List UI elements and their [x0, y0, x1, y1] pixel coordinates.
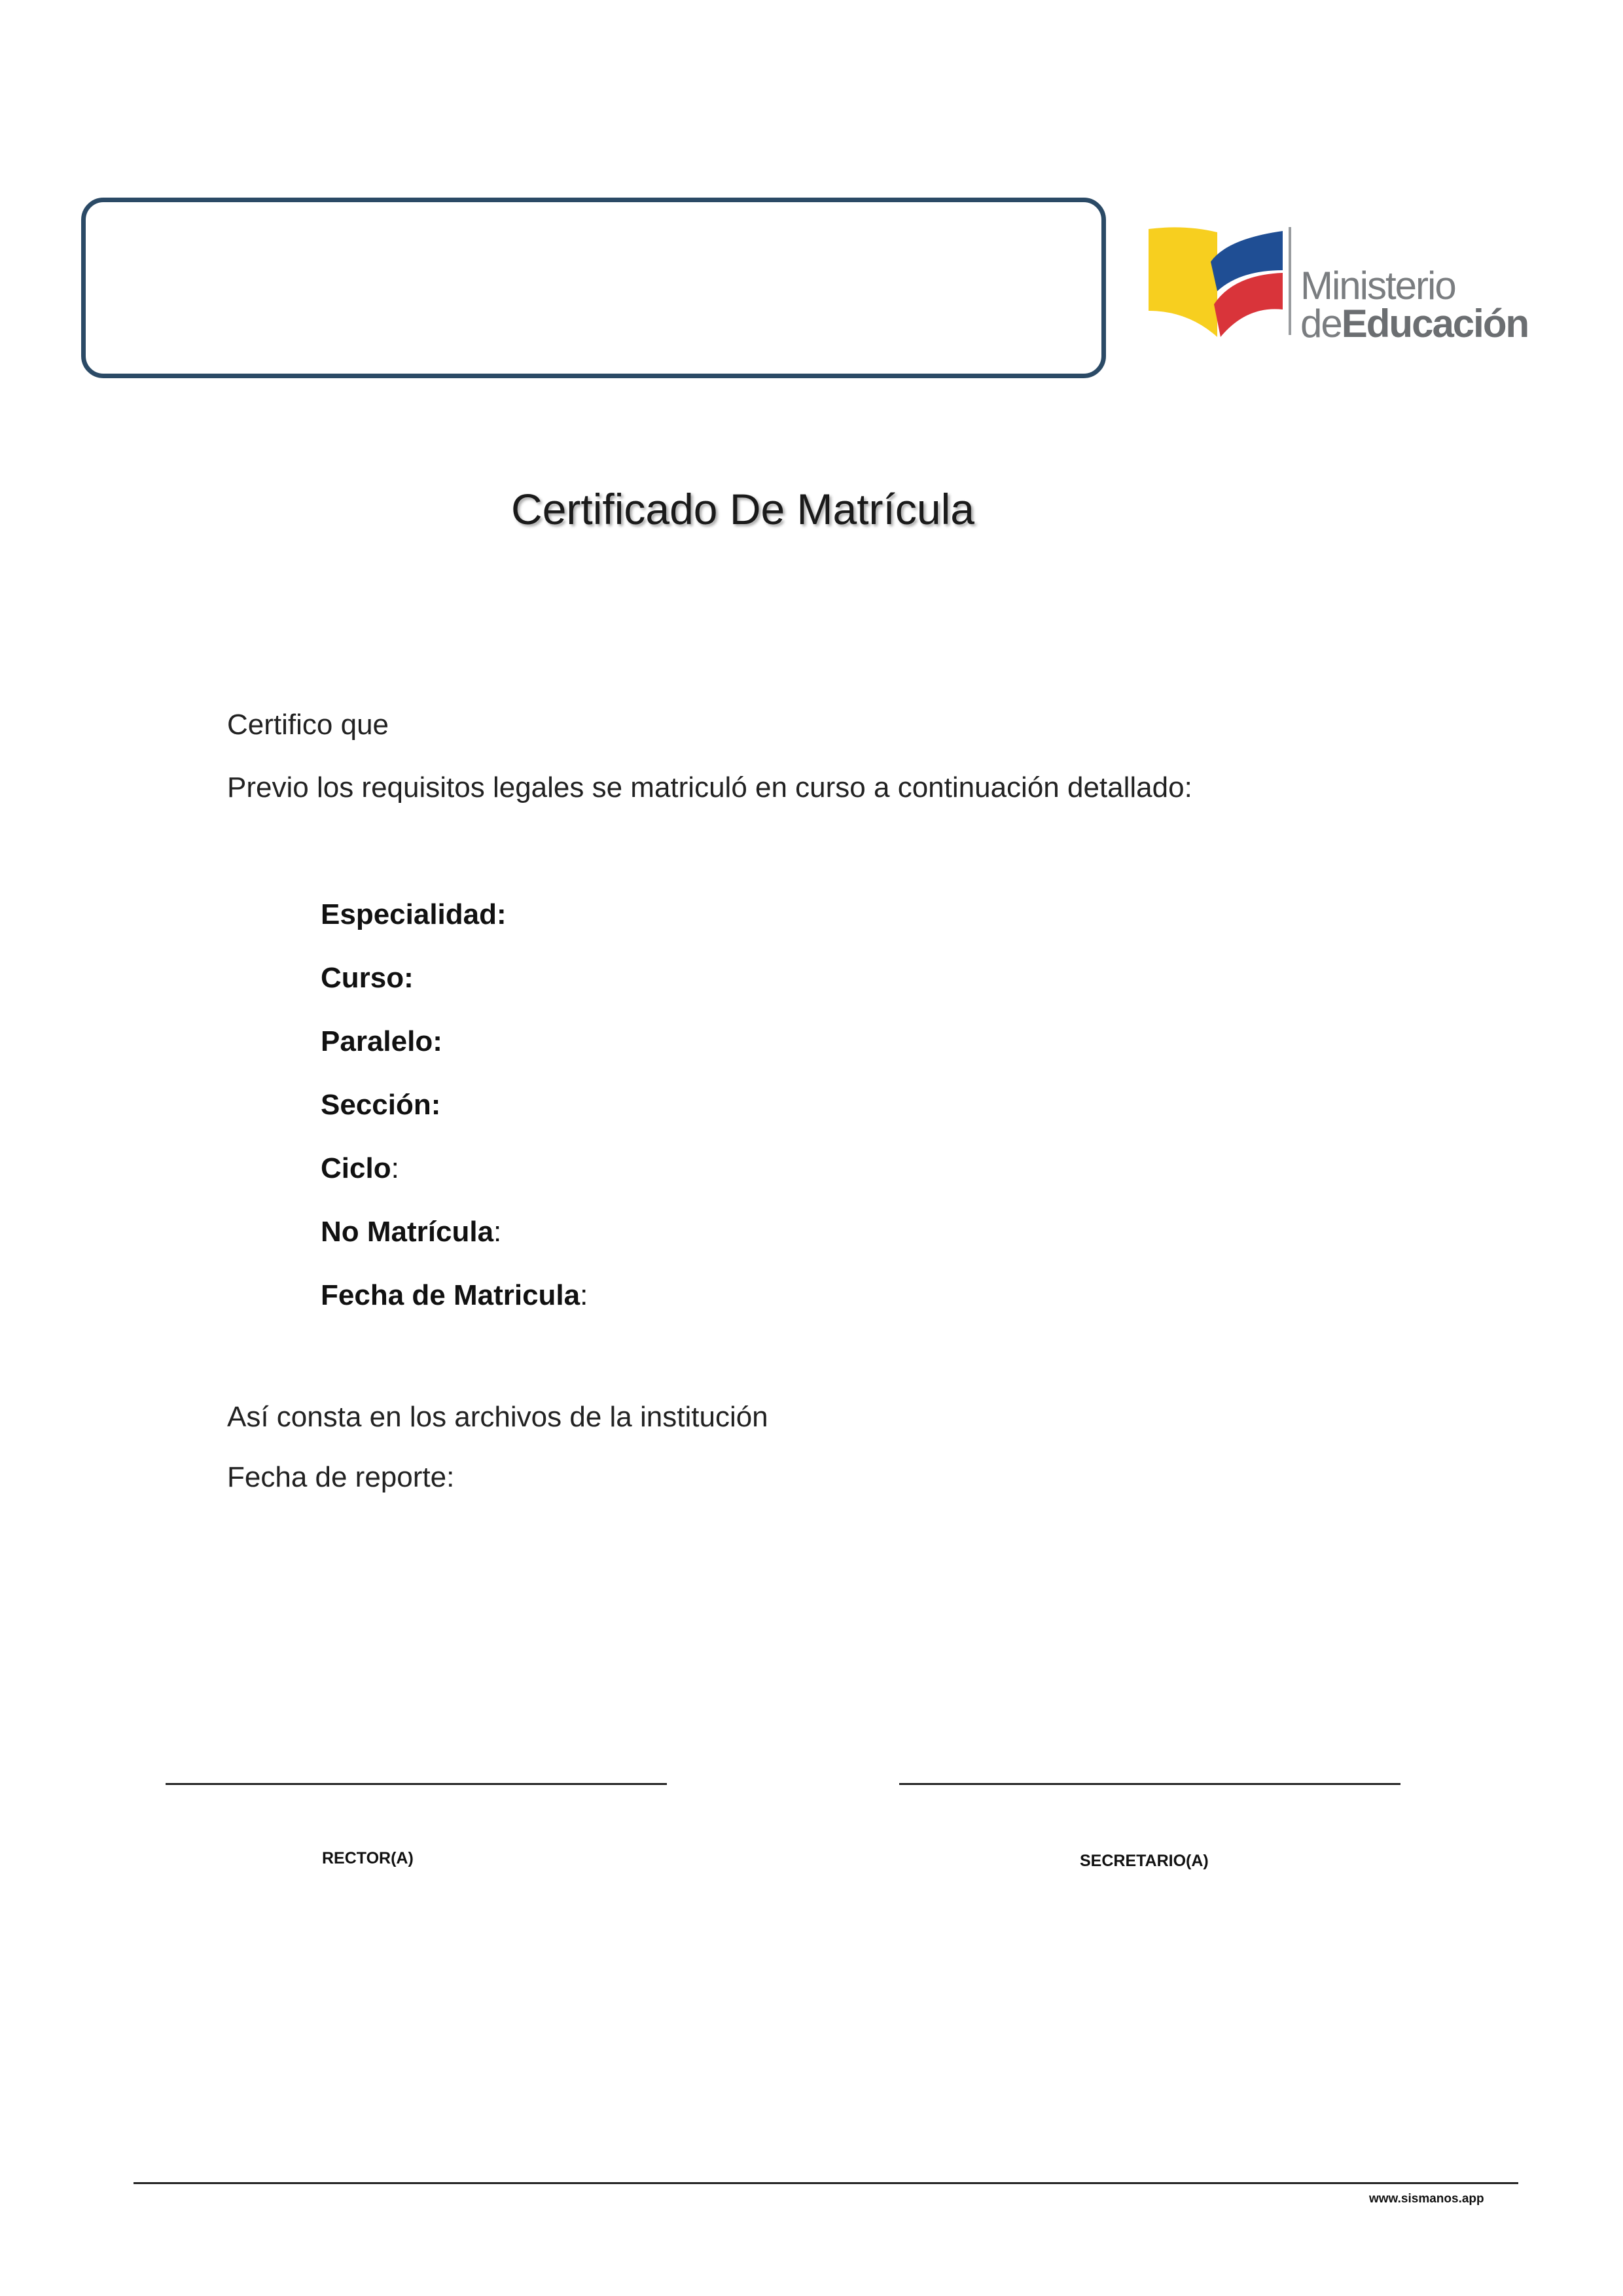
page-title: Certificado De Matrícula: [511, 485, 974, 533]
logo-line-ministerio: Ministerio: [1300, 264, 1455, 308]
field-no-matricula: [321, 1216, 501, 1248]
field-suffix: :: [580, 1279, 588, 1311]
closing-line-fecha-reporte: Fecha de reporte:: [227, 1461, 455, 1493]
signature-line-secretario: [899, 1783, 1400, 1785]
footer-url: www.sismanos.app: [1369, 2192, 1484, 2206]
book-emblem-icon: [1149, 226, 1293, 340]
institution-header-box: [81, 198, 1106, 378]
field-suffix: :: [391, 1152, 399, 1184]
footer-divider: [134, 2182, 1518, 2184]
logo-de: de: [1300, 302, 1342, 345]
field-label: Ciclo: [321, 1152, 391, 1184]
field-label: Paralelo:: [321, 1025, 442, 1057]
signature-label-secretario: SECRETARIO(A): [1080, 1852, 1209, 1870]
field-paralelo: [321, 1025, 442, 1058]
field-ciclo: [321, 1152, 399, 1185]
logo-line-educacion: [1300, 304, 1528, 344]
field-suffix: :: [493, 1216, 502, 1248]
signature-label-rector: RECTOR(A): [322, 1849, 414, 1867]
field-label: Sección:: [321, 1089, 441, 1121]
logo-educacion: Educación: [1341, 302, 1529, 345]
field-seccion: [321, 1089, 440, 1122]
field-curso: [321, 962, 414, 995]
field-label: No Matrícula: [321, 1216, 494, 1248]
closing-line-archivos: Así consta en los archivos de la institución: [227, 1401, 768, 1433]
field-label: Curso:: [321, 962, 414, 994]
field-label: Especialidad:: [321, 898, 507, 930]
field-label: Fecha de Matricula: [321, 1279, 580, 1311]
field-especialidad: [321, 898, 507, 931]
intro-line-certifico: Certifico que: [227, 709, 389, 741]
ministerio-educacion-logo: [1149, 226, 1529, 345]
logo-wordmark: [1300, 266, 1528, 344]
field-fecha-matricula: [321, 1279, 588, 1312]
signature-line-rector: [166, 1783, 667, 1785]
intro-line-previo: Previo los requisitos legales se matriculó en curso a continuación detallado:: [227, 771, 1192, 804]
